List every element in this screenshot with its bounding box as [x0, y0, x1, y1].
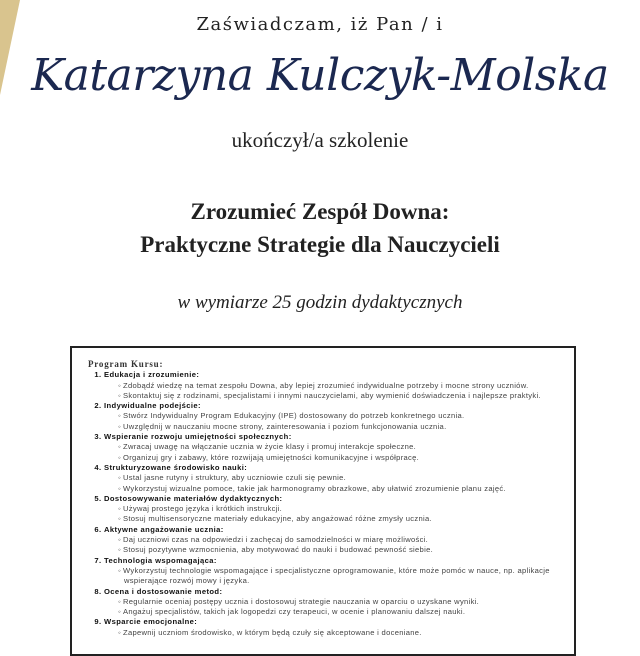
- program-item-points: [104, 381, 558, 402]
- program-item: [104, 525, 558, 556]
- program-point: ◦ Ustal jasne rutyny i struktury, aby uczniowie czuli się pewnie.: [118, 473, 558, 483]
- program-point: ◦ Daj uczniowi czas na odpowiedzi i zachęcaj do samodzielności w miarę możliwości.: [118, 535, 558, 545]
- program-item-title: Technologia wspomagająca:: [104, 555, 217, 565]
- program-item-points: [104, 473, 558, 494]
- program-point: ◦ Używaj prostego języka i krótkich instrukcji.: [118, 504, 558, 514]
- program-item-points: [104, 504, 558, 525]
- course-title: [0, 195, 640, 261]
- program-item-points: [104, 597, 558, 618]
- program-point: ◦ Angażuj specjalistów, takich jak logopedzi czy terapeuci, w ocenie i planowaniu dalszej nauki.: [118, 607, 558, 617]
- program-point: ◦ Uwzględnij w nauczaniu mocne strony, zainteresowania i poziom funkcjonowania ucznia.: [118, 422, 558, 432]
- program-point: ◦ Zwracaj uwagę na włączanie ucznia w życie klasy i promuj interakcje społeczne.: [118, 442, 558, 452]
- program-item: [104, 617, 558, 638]
- course-title-line1: Zrozumieć Zespół Downa:: [190, 199, 450, 224]
- program-item-points: [104, 566, 558, 587]
- program-item: [104, 370, 558, 401]
- course-hours: w wymiarze 25 godzin dydaktycznych: [177, 292, 463, 313]
- program-point: ◦ Regularnie oceniaj postępy ucznia i dostosowuj strategie nauczania w oparciu o uzyskane wyniki.: [118, 597, 558, 607]
- program-point: ◦ Wykorzystuj technologie wspomagające i specjalistyczne oprogramowanie, które może pomóc w nauce, np. aplikacje wspierające rozwój mowy i języka.: [118, 566, 558, 587]
- recipient-name: Katarzyna Kulczyk-Molska: [31, 50, 609, 101]
- program-item: [104, 401, 558, 432]
- program-item: [104, 463, 558, 494]
- program-item: [104, 587, 558, 618]
- program-point: ◦ Stwórz Indywidualny Program Edukacyjny (IPE) dostosowany do potrzeb konkretnego ucznia.: [118, 411, 558, 421]
- program-item-title: Dostosowywanie materiałów dydaktycznych:: [104, 493, 283, 503]
- course-title-line2: Praktyczne Strategie dla Nauczycieli: [140, 232, 500, 257]
- program-item-title: Edukacja i zrozumienie:: [104, 370, 200, 380]
- program-point: ◦ Skontaktuj się z rodzinami, specjalistami i innymi nauczycielami, aby wymienić doświadczenia i najlepsze praktyki.: [118, 391, 558, 401]
- program-list: [88, 370, 558, 638]
- completed-text: ukończył/a szkolenie: [231, 128, 409, 152]
- program-point: ◦ Wykorzystuj wizualne pomoce, takie jak harmonogramy obrazkowe, aby ułatwić zrozumienie planu zajęć.: [118, 484, 558, 494]
- program-item-title: Wspieranie rozwoju umiejętności społecznych:: [104, 432, 292, 442]
- program-point: ◦ Zdobądź wiedzę na temat zespołu Downa, aby lepiej zrozumieć indywidualne potrzeby i mocne strony uczniów.: [118, 381, 558, 391]
- certificate-intro: Zaświadczam, iż Pan / i: [196, 14, 444, 35]
- program-item-points: [104, 535, 558, 556]
- program-point: ◦ Zapewnij uczniom środowisko, w którym będą czuły się akceptowane i doceniane.: [118, 628, 558, 638]
- program-point: ◦ Organizuj gry i zabawy, które rozwijają umiejętności komunikacyjne i współpracę.: [118, 453, 558, 463]
- program-item-title: Aktywne angażowanie ucznia:: [104, 524, 224, 534]
- program-item: [104, 494, 558, 525]
- program-item: [104, 556, 558, 587]
- program-heading: Program Kursu:: [88, 359, 164, 369]
- program-item-title: Wsparcie emocjonalne:: [104, 617, 198, 627]
- program-item: [104, 432, 558, 463]
- program-item-title: Ocena i dostosowanie metod:: [104, 586, 223, 596]
- program-item-points: [104, 411, 558, 432]
- program-item-points: [104, 628, 558, 638]
- program-box: [70, 346, 576, 656]
- program-item-title: Strukturyzowane środowisko nauki:: [104, 462, 248, 472]
- program-point: ◦ Stosuj pozytywne wzmocnienia, aby motywować do nauki i budować pewność siebie.: [118, 545, 558, 555]
- program-item-points: [104, 442, 558, 463]
- program-point: ◦ Stosuj multisensoryczne materiały edukacyjne, aby angażować różne zmysły ucznia.: [118, 514, 558, 524]
- program-item-title: Indywidualne podejście:: [104, 401, 201, 411]
